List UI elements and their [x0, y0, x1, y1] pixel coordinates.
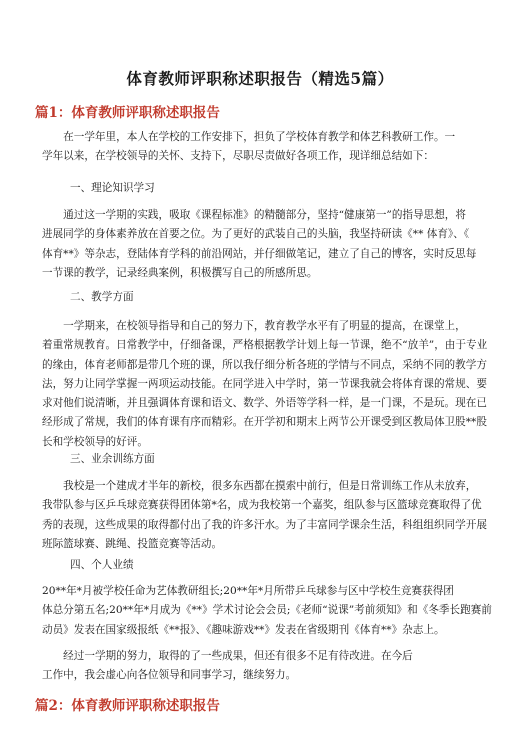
paragraph-teaching — [42, 317, 490, 452]
text-line: 着重常规教育。日常教学中，仔细备课，严格根据教学计划上每一节课，绝不“放羊”，由于专业 — [42, 339, 488, 352]
paragraph-achievements — [42, 582, 490, 640]
text-line: 我校是一个建成才半年的新校，很多东西都在摸索中前行，但是日常训练工作从未放弃， — [42, 480, 477, 492]
text-line: 班际篮球赛、跳绳、投篮竞赛等活动。 — [42, 537, 223, 550]
text-line: 一节课的教学，记录经典案例，积极撰写自己的所感所思。 — [42, 266, 318, 279]
text-line: 学年以来，在学校领导的关怀、支持下，尽职尽责做好各项工作，现详细总结如下： — [42, 150, 434, 163]
text-line: 我带队参与区乒乓球竞赛获得团体第*名，成为我校第一个嘉奖，组队参与区篮球竞赛取得了优 — [42, 499, 482, 512]
text-line: 动员》发表在国家级报纸《**报》、《趣味游戏**》发表在省级期刊《体育**》杂志上。 — [42, 623, 445, 636]
text-line: 体育**》等杂志，登陆体育学科的前沿网站，并仔细做笔记，建立了自己的博客，实时反思每 — [42, 247, 477, 260]
subheading-teaching: 二、教学方面 — [70, 291, 134, 303]
subheading-achievements: 四、个人业绩 — [70, 559, 134, 571]
paragraph-theory — [42, 206, 490, 283]
text-line: 长和学校领导的好评。 — [42, 435, 148, 448]
text-line: 秀的表现，这些成果的取得都付出了我的许多汗水。为了丰富同学课余生活，科组组织同学开展 — [42, 518, 487, 531]
document-title: 体育教师评职称述职报告（精选5篇） — [126, 69, 394, 88]
section-heading-1: 篇1：体育教师评职称述职报告 — [35, 105, 220, 121]
text-line: 的缘由，体育老师都是带几个班的课，所以我仔细分析各班的学情与不同点，采纳不同的教学方 — [42, 358, 487, 371]
section-heading-2: 篇2：体育教师评职称述职报告 — [35, 698, 220, 714]
paragraph-training — [42, 477, 490, 554]
text-line: 经形成了常规，我们的体育课有序而精彩。在开学初和期末上两节公开课受到区教局体卫股**股 — [42, 416, 487, 429]
text-line: 工作中，我会虚心向各位领导和同事学习，继续努力。 — [42, 669, 297, 682]
text-line: 通过这一学期的实践，吸取《课程标准》的精髓部分，坚持“健康第一”的指导思想，将 — [42, 209, 466, 221]
text-line: 在一学年里，本人在学校的工作安排下，担负了学校体育教学和体艺科教研工作。一 — [42, 131, 456, 143]
text-line: 一学期来，在校领导指导和自己的努力下，教育教学水平有了明显的提高，在课堂上， — [42, 320, 466, 332]
subheading-theory: 一、理论知识学习 — [70, 182, 155, 194]
text-line: 体总分第五名;20**年*月成为《**》学术讨论会会员;《老师“说课”考前须知》和《冬季长跑赛前 — [42, 604, 492, 617]
paragraph-summary — [42, 647, 490, 686]
intro-paragraph — [42, 128, 490, 167]
text-line: 求对他们说清晰，并且强调体育课和语文、数学、外语等学科一样，是一门课，不是玩。现在已 — [42, 397, 487, 410]
subheading-training: 三、业余训练方面 — [70, 453, 155, 465]
text-line: 法，努力让同学掌握一两项运动技能。在同学进入中学时，第一节课我就会将体育课的常规、要 — [42, 377, 487, 390]
text-line: 经过一学期的努力，取得的了一些成果，但还有很多不足有待改进。在今后 — [42, 650, 413, 662]
text-line: 进展同学的身体素养放在首要之位。为了更好的武装自己的头脑，我坚持研读《** 体育》、《 — [42, 228, 470, 241]
text-line: 20**年*月被学校任命为艺体教研组长;20**年*月所带乒乓球参与区中学校生竞赛获得团 — [42, 585, 454, 597]
